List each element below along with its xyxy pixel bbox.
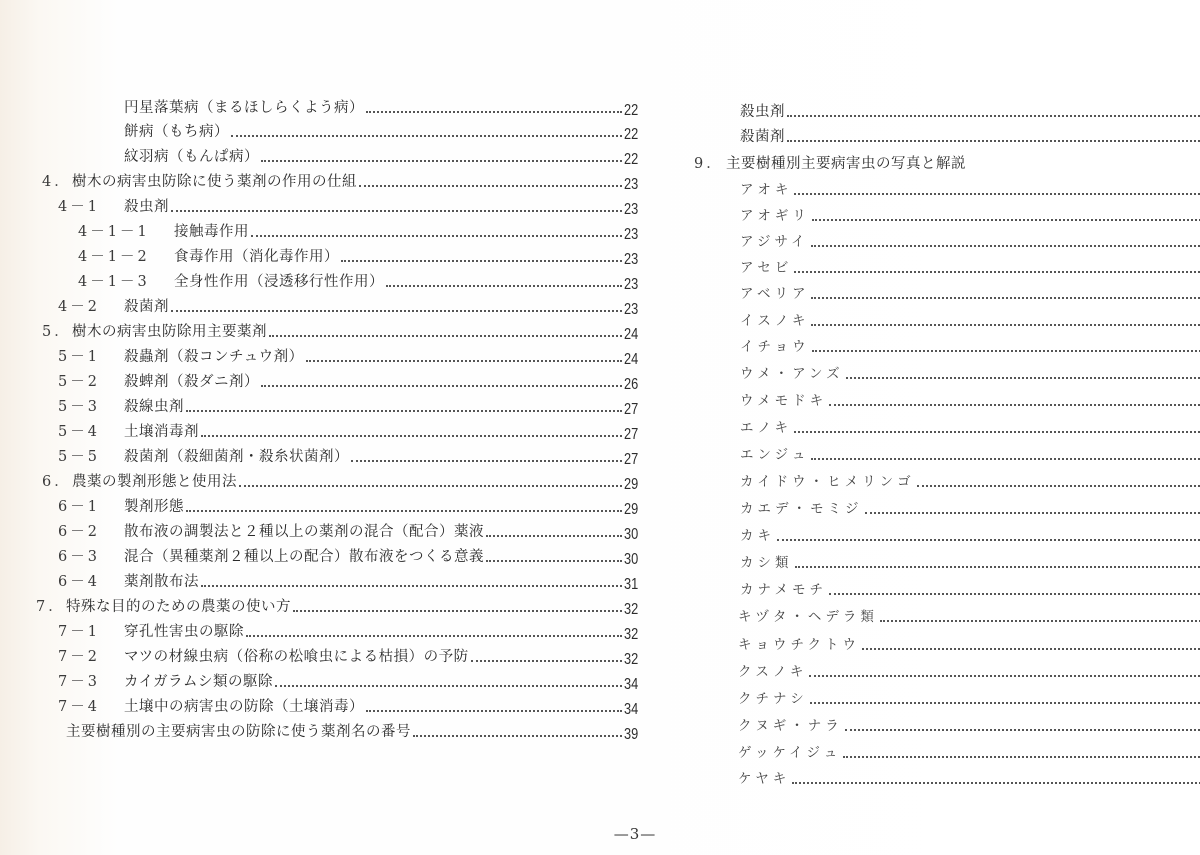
toc-entry-title: 殺菌剤 (124, 299, 169, 315)
dot-leader (486, 560, 622, 562)
dot-leader (862, 648, 1200, 650)
toc-entry-title: アセビ (740, 260, 793, 276)
toc-entry[interactable] (740, 549, 1200, 573)
toc-entry-title: キョウチクトウ (738, 637, 860, 653)
toc-entry[interactable] (58, 443, 646, 467)
toc-entry-number: 5－3 (58, 399, 100, 415)
toc-entry[interactable] (58, 193, 646, 217)
toc-entry-title: アジサイ (740, 234, 809, 250)
toc-entry[interactable] (738, 631, 1200, 655)
toc-entry-number: 7． (36, 599, 66, 615)
dot-leader (351, 460, 622, 462)
toc-entry[interactable] (740, 441, 1200, 465)
toc-chapter[interactable] (694, 150, 1200, 174)
dot-leader (792, 782, 1200, 784)
toc-entry[interactable] (58, 293, 646, 317)
toc-entry[interactable] (740, 468, 1200, 492)
toc-entry[interactable] (58, 693, 646, 717)
toc-entry-title: ウメモドキ (740, 393, 828, 409)
dot-leader (809, 675, 1200, 677)
toc-entry-number: 6－1 (58, 499, 100, 515)
dot-leader (359, 185, 622, 187)
toc-entry-number: 5－5 (58, 449, 100, 465)
toc-entry-title: クヌギ・ナラ (738, 718, 843, 734)
dot-leader (810, 702, 1200, 704)
toc-entry[interactable] (58, 668, 646, 692)
dot-leader (186, 510, 622, 512)
dot-leader (917, 485, 1200, 487)
toc-entry-page: 29 (624, 476, 639, 493)
toc-entry[interactable] (78, 243, 646, 267)
toc-entry-page: 32 (624, 601, 639, 618)
toc-entry[interactable] (58, 643, 646, 667)
toc-entry-number: 7－4 (58, 699, 100, 715)
dot-leader (366, 111, 622, 113)
toc-entry-page: 22 (624, 102, 639, 119)
toc-entry-title: 樹木の病害虫防除に使う薬剤の作用の仕組 (72, 174, 357, 190)
toc-entry[interactable] (740, 280, 1200, 304)
toc-entry-title: 紋羽病（もんぱ病） (124, 149, 259, 165)
toc-entry-title: キヅタ・ヘデラ類 (738, 609, 878, 625)
page-number: —3— (613, 825, 657, 843)
toc-entry-page: 23 (624, 276, 639, 293)
dot-leader (829, 404, 1200, 406)
dot-leader (413, 735, 622, 737)
dot-leader (777, 539, 1200, 541)
toc-entry-title: 穿孔性害虫の駆除 (124, 624, 244, 640)
toc-entry-title: 主要樹種別主要病害虫の写真と解説 (726, 156, 966, 172)
toc-entry[interactable] (738, 739, 1200, 763)
dot-leader (386, 285, 622, 287)
toc-entry-title: カナメモチ (740, 582, 827, 598)
toc-entry-number: 5－2 (58, 374, 100, 390)
dot-leader (269, 335, 622, 337)
toc-entry[interactable] (740, 576, 1200, 600)
toc-entry-title: 散布液の調製法と２種以上の薬剤の混合（配合）薬液 (124, 524, 484, 540)
toc-entry[interactable] (740, 360, 1200, 384)
toc-entry[interactable] (740, 202, 1200, 226)
toc-entry-page: 30 (624, 526, 639, 543)
toc-entry-title: 殺虫剤 (740, 104, 785, 120)
toc-entry-page: 31 (624, 576, 639, 593)
toc-entry-page: 29 (624, 501, 639, 518)
toc-entry[interactable] (740, 228, 1200, 252)
dot-leader (829, 593, 1200, 595)
toc-entry-title: 殺菌剤（殺細菌剤・殺糸状菌剤） (124, 449, 349, 465)
toc-entry-number: 4－1 (58, 199, 100, 215)
dot-leader (794, 271, 1200, 273)
toc-entry-number: 6－4 (58, 574, 100, 590)
dot-leader (306, 360, 622, 362)
toc-entry-number: 7－1 (58, 624, 100, 640)
toc-entry[interactable] (738, 712, 1200, 736)
toc-entry-title: 製剤形態 (124, 499, 184, 515)
toc-entry[interactable] (124, 94, 646, 118)
toc-entry-number: 6． (42, 474, 72, 490)
dot-leader (846, 377, 1200, 379)
dot-leader (811, 297, 1200, 299)
toc-entry-title: クスノキ (738, 664, 808, 680)
toc-entry-page: 23 (624, 226, 639, 243)
toc-entry-page: 23 (624, 251, 639, 268)
toc-entry-title: カシ類 (740, 555, 793, 571)
dot-leader (246, 635, 622, 637)
toc-entry-title: 混合（異種薬剤２種以上の配合）散布液をつくる意義 (124, 549, 484, 565)
toc-entry[interactable] (78, 268, 646, 292)
toc-entry-title: 餅病（もち病） (124, 124, 229, 140)
toc-entry-page: 23 (624, 301, 639, 318)
dot-leader (787, 140, 1200, 142)
toc-entry[interactable] (58, 393, 646, 417)
toc-entry-page: 27 (624, 451, 639, 468)
toc-entry-title: アオキ (740, 182, 793, 198)
toc-entry-title: 土壌消毒剤 (124, 424, 199, 440)
toc-entry-title: 土壌中の病害虫の防除（土壌消毒） (124, 699, 364, 715)
dot-leader (795, 566, 1200, 568)
dot-leader (239, 485, 622, 487)
dot-leader (794, 431, 1200, 433)
toc-chapter[interactable] (36, 593, 646, 617)
toc-entry[interactable] (740, 387, 1200, 411)
toc-entry-title: エノキ (740, 420, 792, 436)
toc-entry-title: 円星落葉病（まるほしらくよう病） (124, 100, 364, 116)
toc-entry-title: 殺菌剤 (740, 129, 785, 145)
toc-entry-page: 26 (624, 376, 639, 393)
dot-leader (794, 193, 1200, 195)
toc-entry-title: アオギリ (740, 208, 810, 224)
toc-entry[interactable] (738, 765, 1200, 789)
toc-entry[interactable] (740, 522, 1200, 546)
toc-entry[interactable] (740, 98, 1200, 122)
toc-entry-number: 7－2 (58, 649, 100, 665)
dot-leader (811, 324, 1200, 326)
dot-leader (171, 210, 622, 212)
dot-leader (486, 535, 622, 537)
dot-leader (201, 435, 622, 437)
toc-entry-title: 主要樹種別の主要病害虫の防除に使う薬剤名の番号 (66, 724, 411, 740)
toc-entry-number: 7－3 (58, 674, 100, 690)
toc-entry-title: ウメ・アンズ (740, 366, 844, 382)
toc-entry-title: ゲッケイジュ (738, 745, 842, 761)
dot-leader (186, 410, 622, 412)
toc-entry-title: イチョウ (740, 339, 810, 355)
toc-entry-number: 4． (42, 174, 72, 190)
toc-entry-page: 24 (624, 351, 639, 368)
toc-entry-number: 4－2 (58, 299, 100, 315)
toc-entry-title: 殺虫剤 (124, 199, 169, 215)
toc-entry-title: 農薬の製剤形態と使用法 (72, 474, 237, 490)
toc-entry-page: 23 (624, 201, 639, 218)
toc-entry[interactable] (78, 218, 646, 242)
toc-entry[interactable] (124, 143, 646, 167)
toc-entry-title: カイドウ・ヒメリンゴ (740, 474, 915, 490)
toc-entry-title: マツの材線虫病（俗称の松喰虫による枯損）の予防 (124, 649, 469, 665)
toc-entry-title: クチナシ (738, 691, 808, 707)
toc-entry-page: 32 (624, 651, 639, 668)
toc-entry-title: ケヤキ (738, 771, 791, 787)
toc-chapter[interactable] (42, 468, 646, 492)
toc-entry-page: 22 (624, 126, 639, 143)
toc-entry[interactable] (58, 343, 646, 367)
dot-leader (231, 135, 622, 137)
toc-entry[interactable] (740, 414, 1200, 438)
toc-entry-number: 6－2 (58, 524, 100, 540)
toc-entry-page: 39 (624, 726, 639, 743)
toc-entry-title: 特殊な目的のための農薬の使い方 (66, 599, 291, 615)
toc-entry-number: 5－4 (58, 424, 100, 440)
toc-entry[interactable] (738, 658, 1200, 682)
toc-entry[interactable] (58, 568, 646, 592)
toc-entry-page: 27 (624, 426, 639, 443)
dot-leader (812, 350, 1200, 352)
toc-entry[interactable] (58, 418, 646, 442)
toc-entry[interactable] (58, 618, 646, 642)
toc-entry[interactable] (58, 493, 646, 517)
dot-leader (880, 620, 1200, 622)
toc-entry-page: 24 (624, 326, 639, 343)
toc-entry-page: 23 (624, 176, 639, 193)
toc-entry-page: 32 (624, 626, 639, 643)
dot-leader (811, 458, 1200, 460)
toc-entry-title: カキ (740, 528, 775, 544)
toc-entry[interactable] (740, 307, 1200, 331)
dot-leader (261, 160, 622, 162)
dot-leader (201, 585, 622, 587)
dot-leader (865, 512, 1200, 514)
toc-entry-title: カイガラムシ類の駆除 (124, 674, 273, 690)
toc-entry[interactable] (58, 368, 646, 392)
toc-entry[interactable] (740, 123, 1200, 147)
toc-entry[interactable] (124, 118, 646, 142)
toc-entry-page: 22 (624, 151, 639, 168)
dot-leader (787, 115, 1200, 117)
toc-entry-title: 薬剤散布法 (124, 574, 199, 590)
toc-entry-title: 殺線虫剤 (124, 399, 184, 415)
toc-entry[interactable] (740, 333, 1200, 357)
dot-leader (261, 385, 622, 387)
toc-entry-title: アベリア (740, 286, 810, 302)
toc-entry[interactable] (740, 176, 1200, 200)
toc-chapter[interactable] (42, 318, 646, 342)
toc-entry-title: 殺蜱剤（殺ダニ剤） (124, 374, 259, 390)
dot-leader (275, 685, 622, 687)
dot-leader (366, 710, 622, 712)
dot-leader (812, 219, 1200, 221)
toc-entry-title: 樹木の病害虫防除用主要薬剤 (72, 324, 267, 340)
toc-entry-number: 6－3 (58, 549, 100, 565)
toc-entry-number: 5． (42, 324, 72, 340)
dot-leader (171, 310, 622, 312)
toc-entry-title: 全身性作用（浸透移行性作用） (174, 274, 384, 290)
toc-entry-title: 食毒作用（消化毒作用） (174, 249, 339, 265)
toc-entry-page: 30 (624, 551, 639, 568)
toc-entry[interactable] (740, 254, 1200, 278)
toc-entry-number: 5－1 (58, 349, 100, 365)
toc-entry[interactable] (66, 718, 646, 742)
dot-leader (293, 610, 622, 612)
dot-leader (811, 245, 1200, 247)
dot-leader (471, 660, 622, 662)
toc-entry-page: 27 (624, 401, 639, 418)
toc-entry-title: エンジュ (740, 447, 810, 463)
dot-leader (341, 260, 622, 262)
toc-entry[interactable] (740, 495, 1200, 519)
toc-entry[interactable] (58, 518, 646, 542)
dot-leader (843, 756, 1200, 758)
toc-entry[interactable] (58, 543, 646, 567)
toc-entry-title: 接触毒作用 (174, 224, 249, 240)
toc-entry-number: 4－1－2 (78, 249, 150, 265)
toc-entry[interactable] (738, 685, 1200, 709)
toc-entry-page: 34 (624, 701, 639, 718)
toc-chapter[interactable] (42, 168, 646, 192)
dot-leader (251, 235, 622, 237)
toc-entry-page: 34 (624, 676, 639, 693)
toc-entry[interactable] (738, 603, 1200, 627)
toc-entry-title: カエデ・モミジ (740, 501, 863, 517)
toc-entry-number: 4－1－1 (78, 224, 150, 240)
toc-entry-title: 殺蟲剤（殺コンチュウ剤） (124, 349, 304, 365)
dot-leader (845, 729, 1200, 731)
toc-entry-number: 4－1－3 (78, 274, 150, 290)
toc-entry-title: イスノキ (740, 313, 810, 329)
toc-entry-number: 9． (694, 156, 724, 172)
